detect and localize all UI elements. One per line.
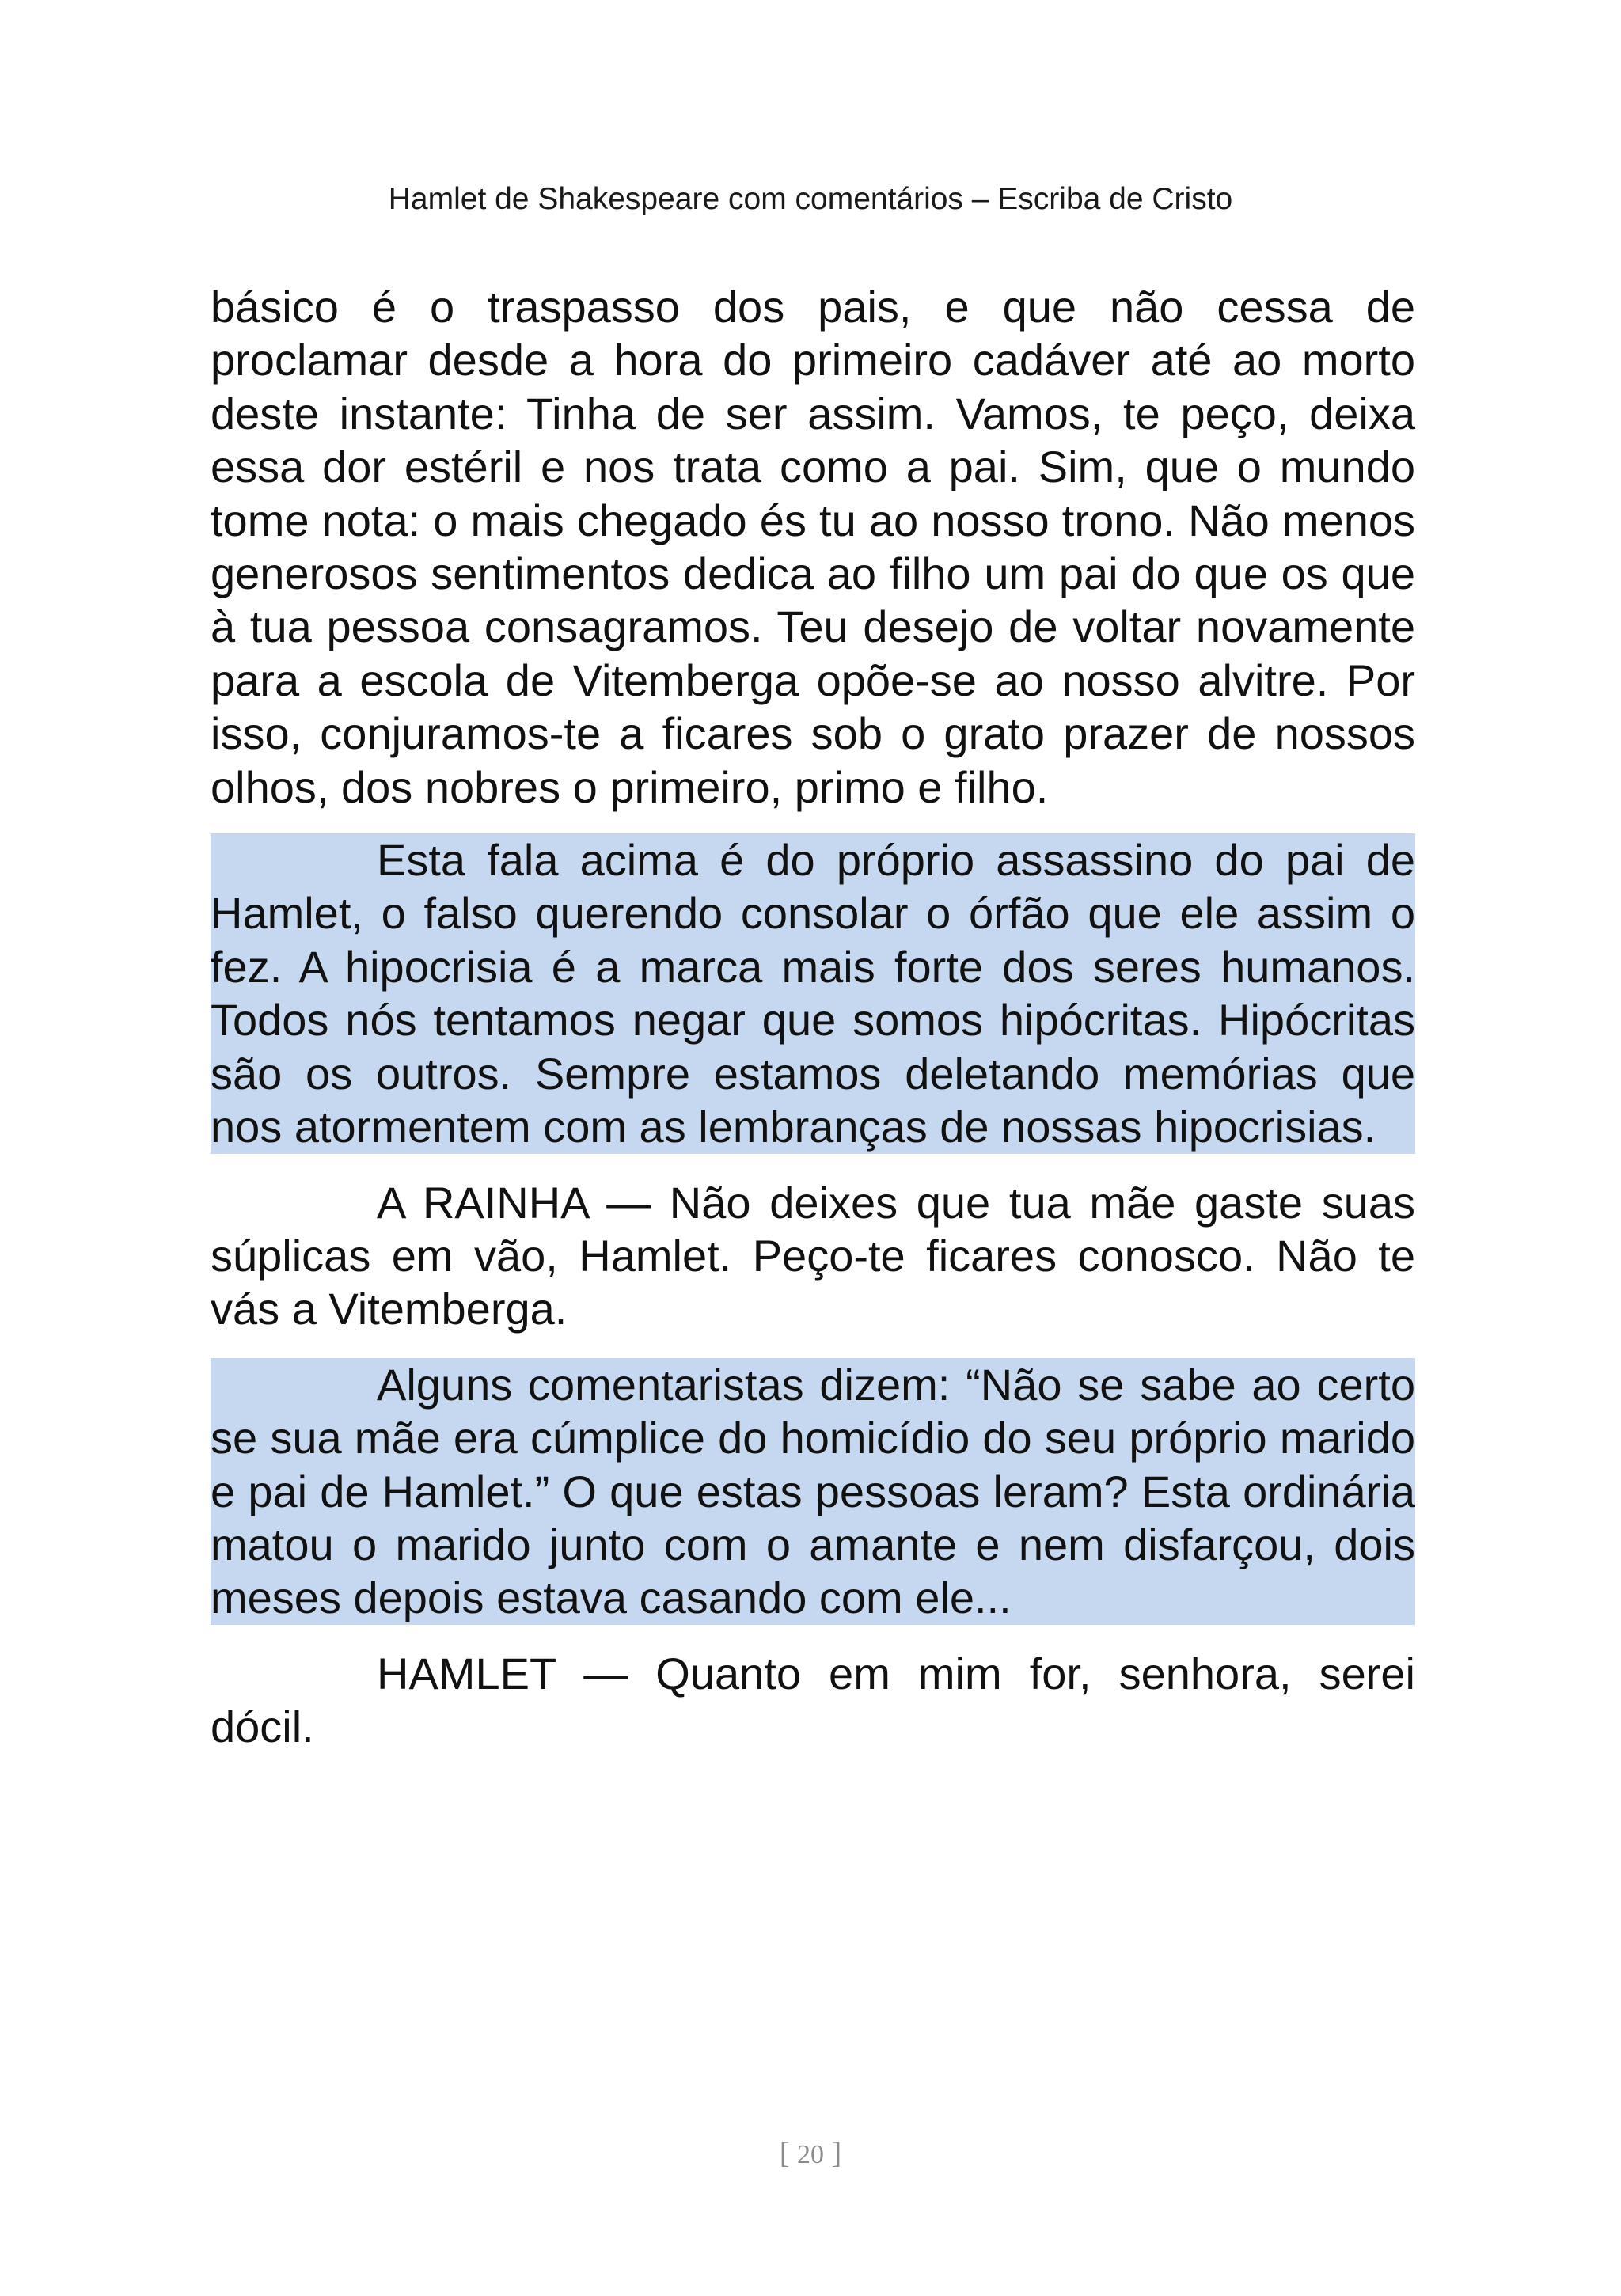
commentary-block <box>211 1358 1415 1625</box>
page-number-value: 20 <box>797 2140 824 2169</box>
play-text-continuation <box>211 280 1415 814</box>
paragraph-text: HAMLET — Quanto em mim for, senhora, serei dócil. <box>211 1648 1415 1752</box>
page-number <box>0 2135 1621 2173</box>
commentary-block <box>211 833 1415 1153</box>
page-bracket-open: [ <box>779 2137 790 2170</box>
play-speech-hamlet <box>211 1647 1415 1754</box>
paragraph-text: básico é o traspasso dos pais, e que não cessa de proclamar desde a hora do primeiro cadáver até ao morto deste instante: Tinha de ser assim. Vamos, te peço, deixa essa dor estéril e nos trata como a pai. Sim, que o mundo tome nota: o mais chegado és tu ao nosso trono. Não menos generosos sentimentos dedica ao filho um pai do que os que à tua pessoa consagramos. Teu desejo de voltar novamente para a escola de Vitemberga opõe-se ao nosso alvitre. Por isso, conjuramos-te a ficares sob o grato prazer de nossos olhos, dos nobres o primeiro, primo e filho. <box>211 282 1415 812</box>
paragraph-text: Esta fala acima é do próprio assassino do pai de Hamlet, o falso querendo consolar o órfão que ele assim o fez. A hipocrisia é a marca mais forte dos seres humanos. Todos nós tentamos negar que somos hipócritas. Hipócritas são os outros. Sempre estamos deletando memórias que nos atormentem com as lembranças de nossas hipocrisias. <box>211 835 1415 1152</box>
page-body <box>211 280 1415 1754</box>
paragraph-text: Alguns comentaristas dizem: “Não se sabe ao certo se sua mãe era cúmplice do homicídio do seu próprio marido e pai de Hamlet.” O que estas pessoas leram? Esta ordinária matou o marido junto com o amante e nem disfarçou, dois meses depois estava casando com ele... <box>211 1359 1415 1623</box>
running-header: Hamlet de Shakespeare com comentários – Escriba de Cristo <box>388 182 1233 216</box>
page-bracket-close: ] <box>831 2137 842 2170</box>
play-speech-queen <box>211 1176 1415 1336</box>
paragraph-text: A RAINHA — Não deixes que tua mãe gaste suas súplicas em vão, Hamlet. Peço-te ficares conosco. Não te vás a Vitemberga. <box>211 1177 1415 1334</box>
